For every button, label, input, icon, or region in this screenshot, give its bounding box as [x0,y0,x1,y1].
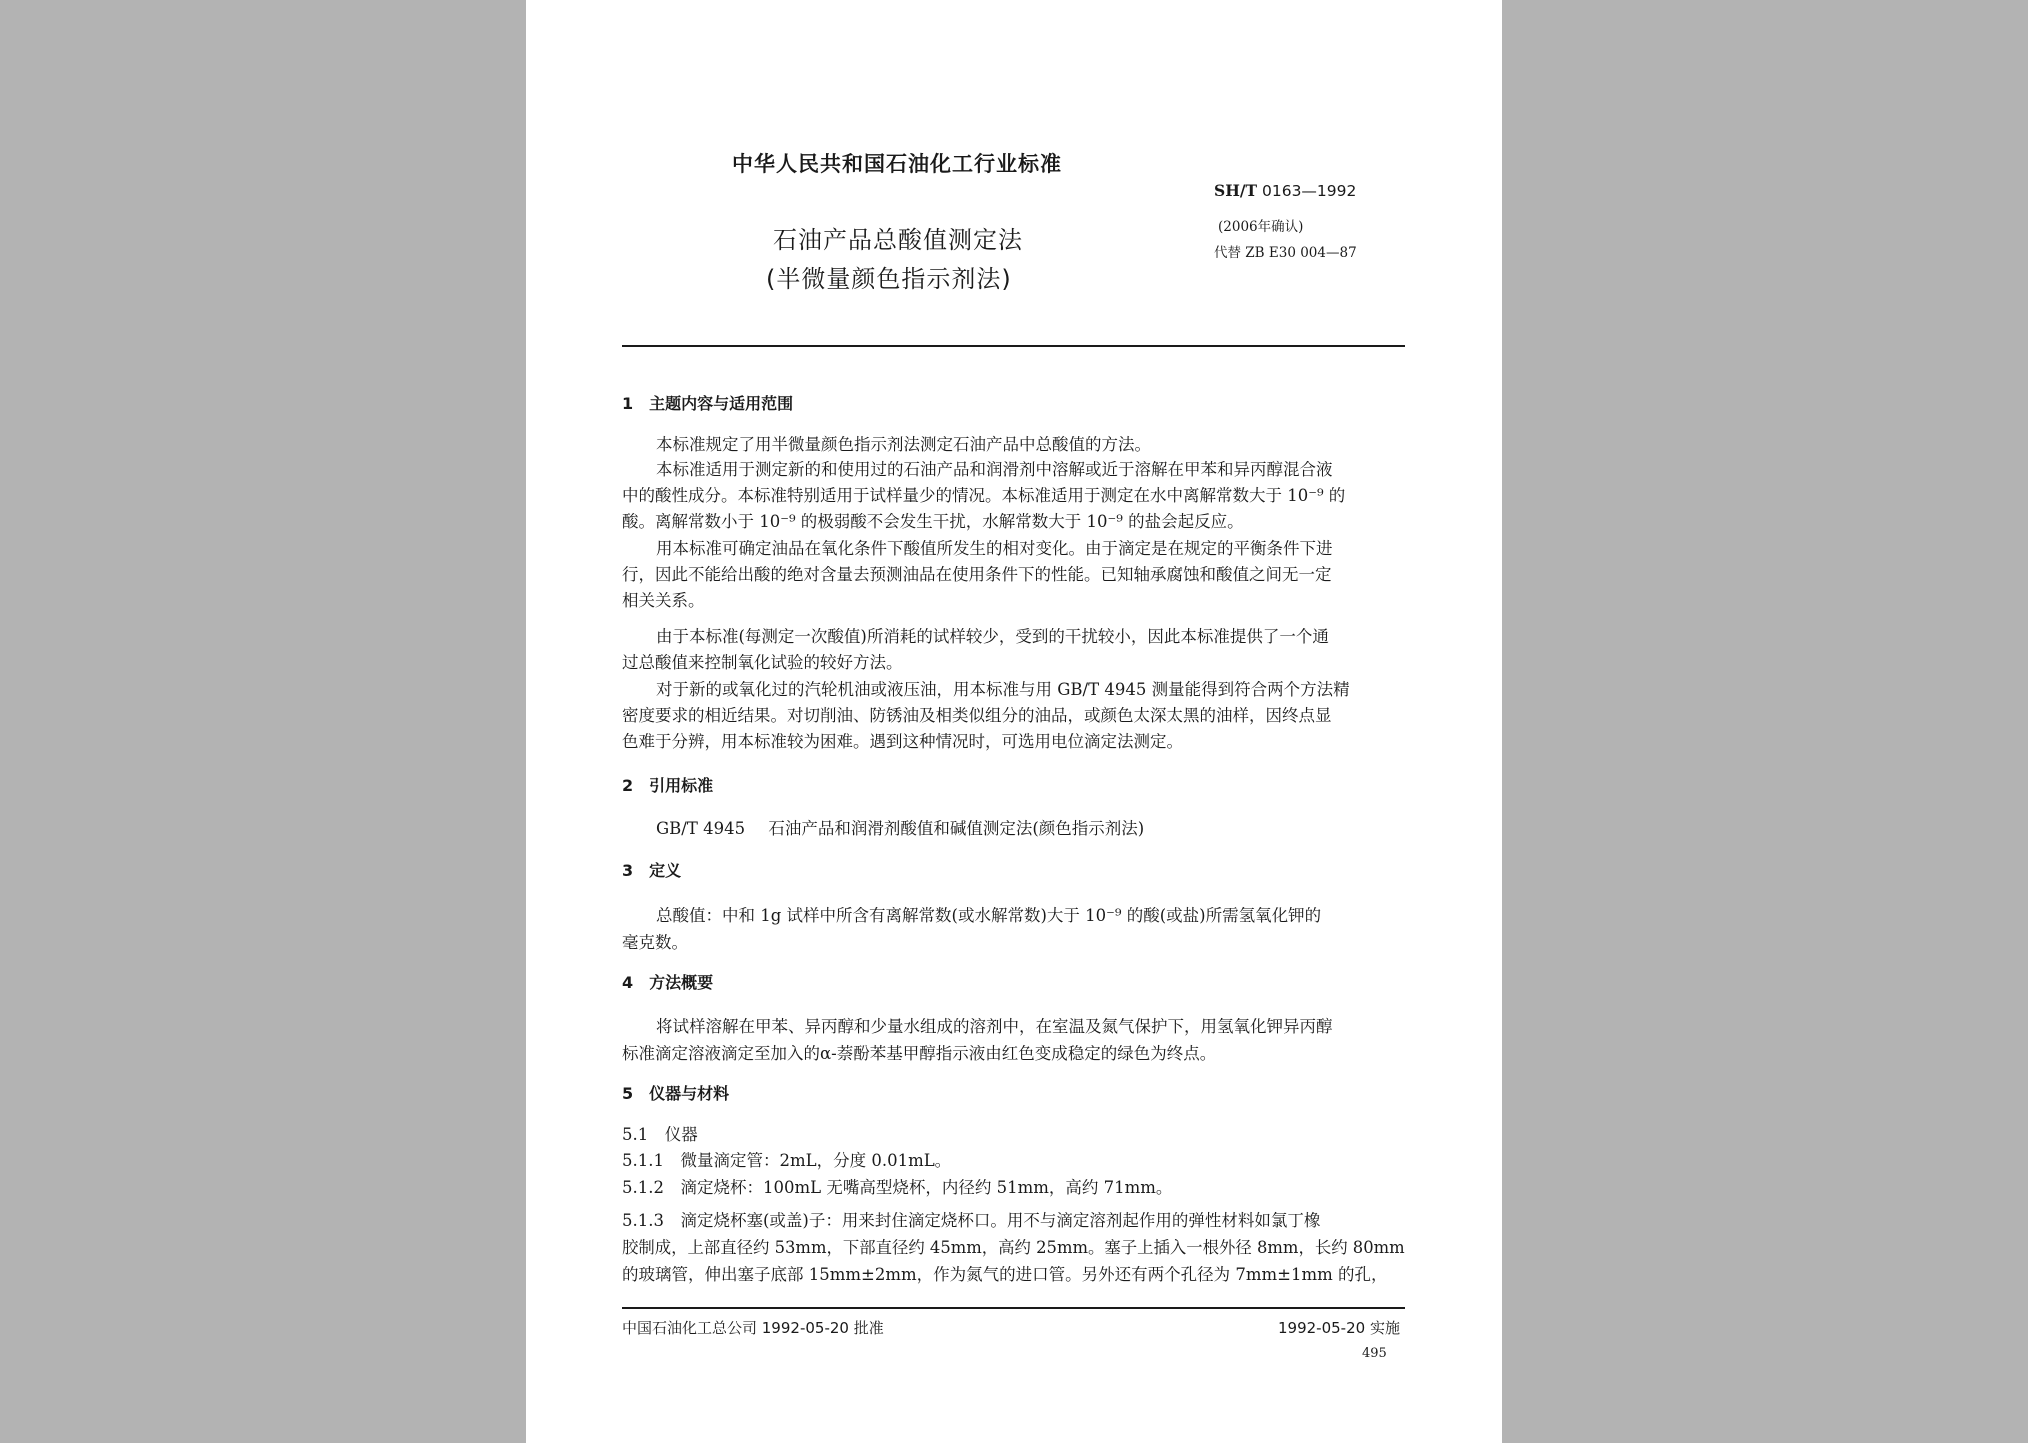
page-number: 495 [1362,1346,1387,1361]
issuing-authority: 中华人民共和国石油化工行业标准 [732,152,1062,176]
document-title: 石油产品总酸值测定法 [773,226,1023,254]
section-3-heading: 3 定义 [622,861,682,880]
section-1-line: 色难于分辨，用本标准较为困难。遇到这种情况时，可选用电位滴定法测定。 [622,732,1183,751]
section-5-line: 胶制成，上部直径约 53mm，下部直径约 45mm，高约 25mm。塞子上插入一根外径 8mm，长约 80mm [622,1238,1405,1257]
section-1-line: 行，因此不能给出酸的绝对含量去预测油品在使用条件下的性能。已知轴承腐蚀和酸值之间无一定 [622,565,1332,584]
section-1-line: 本标准适用于测定新的和使用过的石油产品和润滑剂中溶解或近于溶解在甲苯和异丙醇混合液 [656,460,1333,479]
reference-title: 石油产品和润滑剂酸值和碱值测定法(颜色指示剂法) [768,819,1145,838]
standard-number [1214,181,1356,200]
standard-number-value: 0163—1992 [1261,182,1357,200]
section-4-heading: 4 方法概要 [622,973,714,992]
replaces-standard: 代替 ZB E30 004—87 [1214,245,1357,261]
section-1-line: 由于本标准(每测定一次酸值)所消耗的试样较少，受到的干扰较小，因此本标准提供了一个通 [656,627,1329,646]
section-1-heading: 1 主题内容与适用范围 [622,394,794,413]
approval-statement: 中国石油化工总公司 1992-05-20 批准 [622,1319,884,1337]
section-3-line: 总酸值：中和 1g 试样中所含有离解常数(或水解常数)大于 10⁻⁹ 的酸(或盐)所需氢氧化钾的 [656,906,1322,925]
standard-number-prefix: SH/T [1214,181,1258,200]
section-4-line: 将试样溶解在甲苯、异丙醇和少量水组成的溶剂中，在室温及氮气保护下，用氢氧化钾异丙醇 [656,1017,1333,1036]
document-page [526,0,1502,1443]
section-5-line: 5.1.1 微量滴定管：2mL，分度 0.01mL。 [622,1151,952,1170]
document-subtitle: (半微量颜色指示剂法) [766,265,1012,293]
section-5-line: 5.1 仪器 [622,1125,698,1144]
section-1-line: 相关关系。 [622,591,705,610]
section-3-line: 毫克数。 [622,933,688,952]
section-5-line: 的玻璃管，伸出塞子底部 15mm±2mm，作为氮气的进口管。另外还有两个孔径为 7mm±1mm 的孔， [622,1265,1388,1284]
section-1-line: 对于新的或氧化过的汽轮机油或液压油，用本标准与用 GB/T 4945 测量能得到符合两个方法精 [656,680,1350,699]
header-rule [622,345,1405,347]
section-4-line: 标准滴定溶液滴定至加入的α-萘酚苯基甲醇指示液由红色变成稳定的绿色为终点。 [622,1044,1217,1063]
effective-date: 1992-05-20 实施 [1278,1319,1400,1337]
section-1-line: 中的酸性成分。本标准特别适用于试样量少的情况。本标准适用于测定在水中离解常数大于 10⁻⁹ 的 [622,486,1346,505]
section-5-heading: 5 仪器与材料 [622,1084,730,1103]
reference-code: GB/T 4945 [656,819,746,838]
section-1-line: 用本标准可确定油品在氧化条件下酸值所发生的相对变化。由于滴定是在规定的平衡条件下进 [656,539,1333,558]
section-5-line: 5.1.3 滴定烧杯塞(或盖)子：用来封住滴定烧杯口。用不与滴定溶剂起作用的弹性材料如氯丁橡 [622,1211,1321,1230]
section-1-line: 本标准规定了用半微量颜色指示剂法测定石油产品中总酸值的方法。 [656,435,1151,454]
section-1-line: 过总酸值来控制氧化试验的较好方法。 [622,653,903,672]
section-2-heading: 2 引用标准 [622,776,714,795]
section-1-line: 酸。离解常数小于 10⁻⁹ 的极弱酸不会发生干扰，水解常数大于 10⁻⁹ 的盐会起反应。 [622,512,1244,531]
section-5-line: 5.1.2 滴定烧杯：100mL 无嘴高型烧杯，内径约 51mm，高约 71mm。 [622,1178,1173,1197]
footer-rule [622,1307,1405,1309]
confirmation-year: (2006年确认) [1218,219,1304,235]
section-1-line: 密度要求的相近结果。对切削油、防锈油及相类似组分的油品，或颜色太深太黑的油样，因终点显 [622,706,1332,725]
normative-reference [656,815,1144,839]
